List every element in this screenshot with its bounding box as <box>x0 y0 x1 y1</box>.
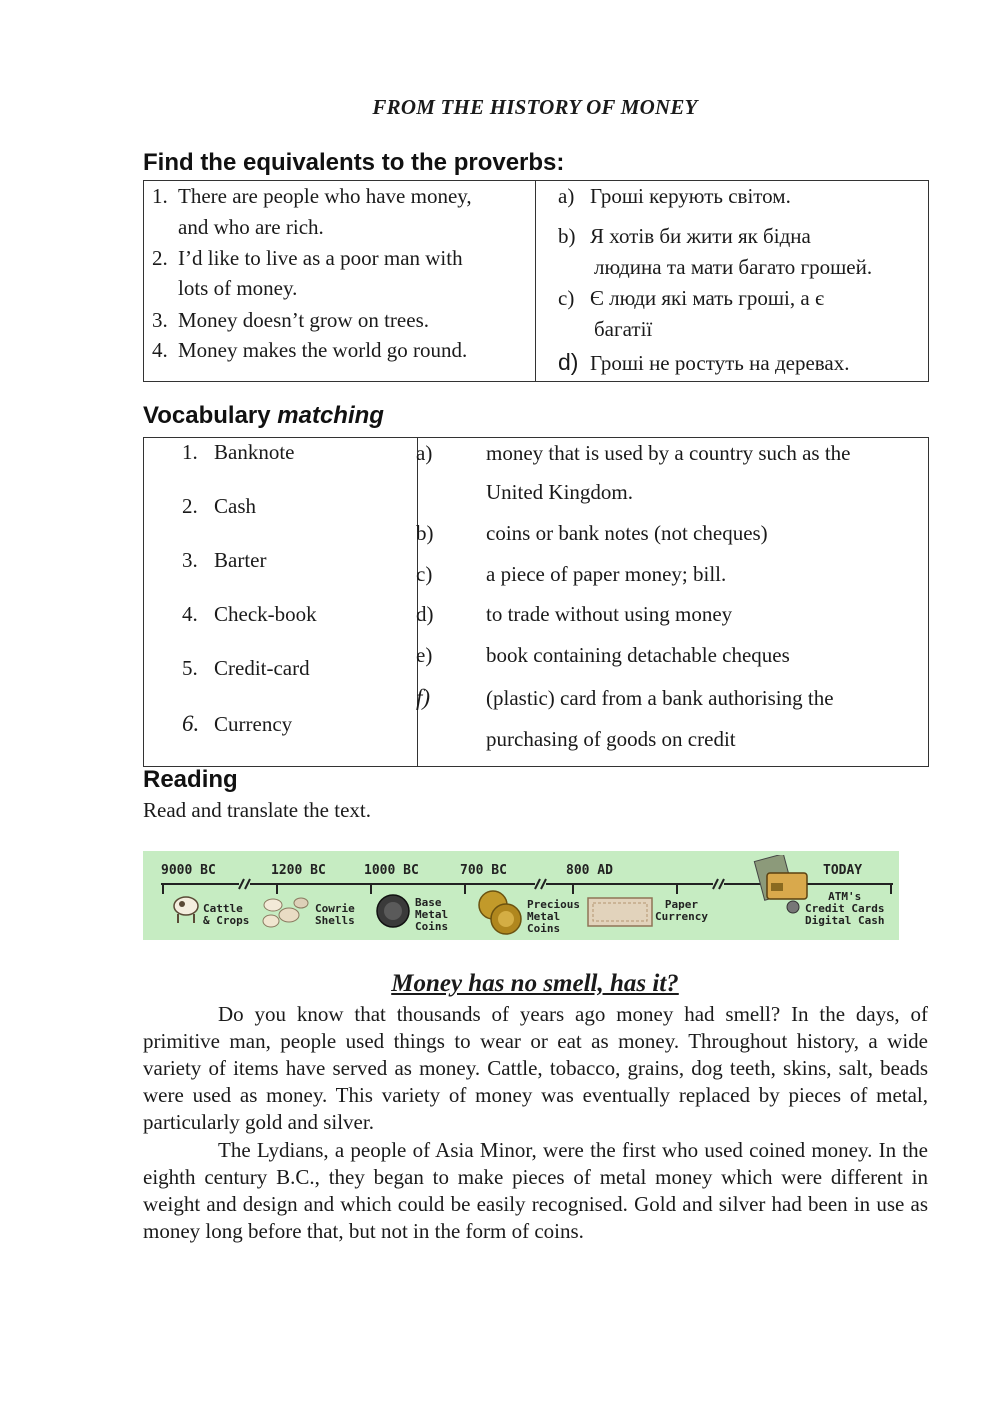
vocabulary-heading-italic: matching <box>277 402 384 429</box>
timeline-date-4: 700 BC <box>460 863 507 878</box>
timeline-label-today: ATM's Credit Cards Digital Cash <box>805 890 885 927</box>
timeline-date-6: TODAY <box>823 863 863 878</box>
vocab-word-5: 5. Credit-card <box>182 656 310 680</box>
story-paragraph-2: The Lydians, a people of Asia Minor, were the first who used coined money. In the eighth century B.C., they began to make pieces of metal money which were different in weight and design and which could be easily recognised. Gold and silver had been in use as money long before that, but not in the form of coins. <box>143 1138 928 1243</box>
vocab-word-3: 3. Barter <box>182 548 267 572</box>
vocab-definition-c: a piece of paper money; bill. <box>486 562 727 586</box>
proverbs-table <box>143 180 929 382</box>
timeline-label-cattle: Cattle & Crops <box>203 902 250 927</box>
proverb-ua-c: c) Є люди які мать гроші, а є <box>558 286 824 310</box>
timeline-date-5: 800 AD <box>566 863 613 878</box>
vocab-definition-b: coins or bank notes (not cheques) <box>486 521 768 545</box>
story-title: Money has no smell, has it? <box>391 970 679 997</box>
coin-icon <box>375 893 411 929</box>
proverb-en-2-cont: lots of money. <box>178 276 298 300</box>
reading-heading: Reading <box>143 766 238 793</box>
vocabulary-heading-plain: Vocabulary <box>143 402 271 429</box>
vocab-letter-b: b) <box>416 521 434 545</box>
vocabulary-table <box>143 437 929 767</box>
proverb-ua-a: a) Гроші керують світом. <box>558 184 791 208</box>
proverb-ua-d: d) Гроші не ростуть на деревах. <box>558 349 850 375</box>
vocab-word-4: 4. Check-book <box>182 602 317 626</box>
vocab-definition-f: (plastic) card from a bank authorising the <box>486 686 834 710</box>
vocab-definition-a-cont: United Kingdom. <box>486 480 633 504</box>
proverb-en-3: 3. Money doesn’t grow on trees. <box>152 308 429 332</box>
cow-icon <box>170 891 202 925</box>
vocab-definition-e: book containing detachable cheques <box>486 643 790 667</box>
proverb-en-4: 4. Money makes the world go round. <box>152 338 468 362</box>
vocab-word-6: 6. Currency <box>182 711 293 736</box>
vocabulary-definitions-column <box>417 438 928 766</box>
story-paragraph-1: Do you know that thousands of years ago money had smell? In the days, of primitive man, people used things to wear or eat as money. Throughout history, a wide variety of items have served as money. Cattle, tobacco, grains, dog teeth, skins, salt, beads were used as money. This variety of money was eventually replaced by pieces of metal, particularly gold and silver. <box>143 1002 928 1134</box>
money-timeline <box>143 851 899 940</box>
document-title: FROM THE HISTORY OF MONEY <box>372 95 698 119</box>
proverb-ua-b-cont: людина та мати багато грошей. <box>594 255 873 279</box>
banknote-icon <box>587 897 653 927</box>
reading-instruction: Read and translate the text. <box>143 798 371 822</box>
timeline-label-paper: Paper Currency <box>655 898 708 923</box>
timeline-label-precious-metal: Precious Metal Coins <box>527 898 580 935</box>
timeline-date-2: 1200 BC <box>271 863 326 878</box>
vocab-letter-f: f) <box>416 685 431 710</box>
vocab-letter-d: d) <box>416 602 434 626</box>
vocab-letter-e: e) <box>416 643 433 667</box>
proverb-en-2: 2. I’d like to live as a poor man with <box>152 246 463 270</box>
proverbs-column-divider <box>535 181 536 381</box>
shells-icon <box>259 891 315 933</box>
vocab-word-2: 2. Cash <box>182 494 256 518</box>
vocab-word-1: 1. Banknote <box>182 440 295 464</box>
proverb-ua-b: b) Я хотів би жити як бідна <box>558 224 811 248</box>
timeline-date-1: 9000 BC <box>161 863 216 878</box>
timeline-date-3: 1000 BC <box>364 863 419 878</box>
vocab-letter-a: a) <box>416 441 433 465</box>
gold-coins-icon <box>476 889 526 937</box>
proverb-en-1-cont: and who are rich. <box>178 215 324 239</box>
credit-card-icon <box>753 855 809 915</box>
vocab-letter-c: c) <box>416 562 433 586</box>
vocabulary-heading <box>143 402 384 430</box>
timeline-label-shells: Cowrie Shells <box>315 902 355 927</box>
proverb-ua-c-cont: багатії <box>594 317 653 341</box>
vocab-definition-a: money that is used by a country such as the <box>486 441 851 465</box>
proverbs-heading: Find the equivalents to the proverbs: <box>143 149 565 176</box>
vocab-definition-d: to trade without using money <box>486 602 733 626</box>
proverb-en-1: 1. There are people who have money, <box>152 184 472 208</box>
timeline-label-base-metal: Base Metal Coins <box>415 896 449 933</box>
vocab-definition-f-cont: purchasing of goods on credit <box>486 727 736 751</box>
